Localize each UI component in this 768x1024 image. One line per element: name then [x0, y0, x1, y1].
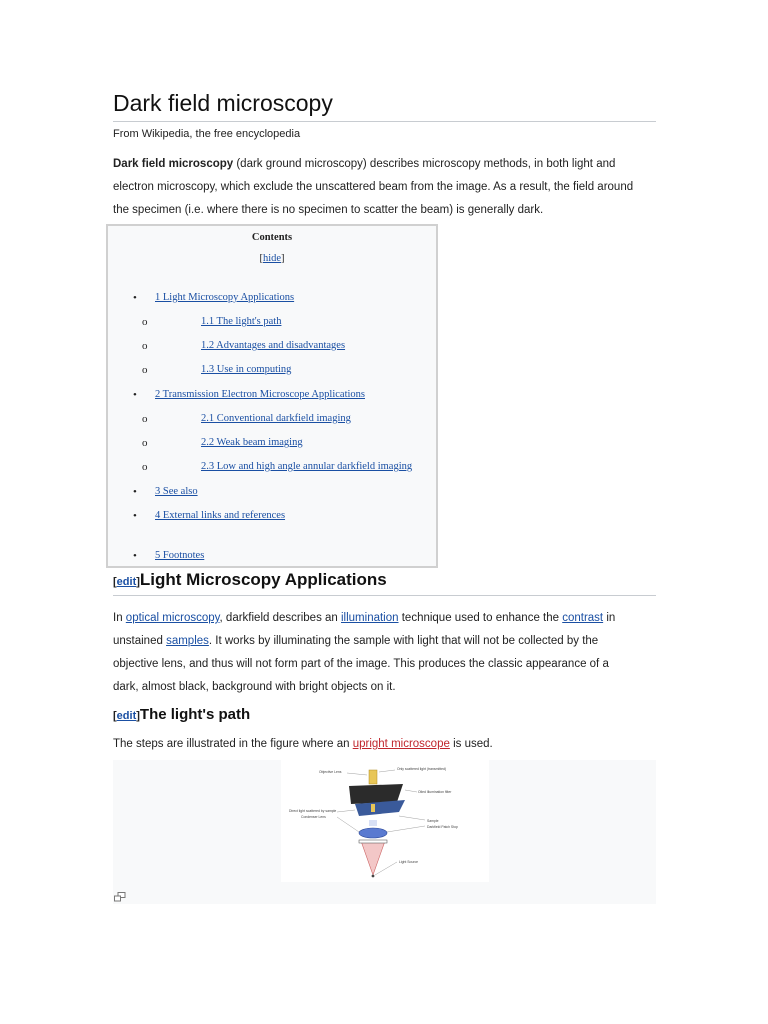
intro-line2: electron microscopy, which exclude the unscattered beam from the image. As a result, the field around [113, 181, 634, 193]
toc-sub-bullet: o [142, 340, 148, 352]
contrast-link[interactable]: contrast [562, 612, 604, 624]
label-scattered-light: Only scattered light (transmitted) [397, 767, 446, 771]
toc-link-2-2[interactable]: 2.2 Weak beam imaging [201, 437, 303, 448]
toc-item [155, 292, 294, 303]
enlarge-icon[interactable] [114, 892, 126, 902]
toc-item [155, 510, 285, 521]
toc-item [201, 413, 351, 424]
toc-bullet: • [133, 486, 137, 498]
intro-line1: (dark ground microscopy) describes microscopy methods, in both light and [233, 158, 616, 170]
toc-item [201, 364, 291, 375]
toc-link-4[interactable]: 4 External links and references [155, 510, 286, 521]
label-patch-stop: Darkfield Patch Stop [427, 825, 458, 829]
section-heading-light-microscopy [113, 570, 656, 596]
toc-link-1-2[interactable]: 1.2 Advantages and disadvantages [201, 340, 346, 351]
intro-paragraph [113, 153, 653, 222]
table-of-contents [106, 224, 438, 568]
toc-link-2-3[interactable]: 2.3 Low and high angle annular darkfield imaging [201, 461, 413, 472]
paragraph-line: objective lens, and thus will not form part of the image. This produces the classic appearance of a [113, 658, 609, 670]
toc-sub-bullet: o [142, 316, 148, 328]
toc-bullet: • [133, 389, 137, 401]
label-objective-lens: Objective Lens [319, 770, 342, 774]
samples-link[interactable]: samples [166, 635, 209, 647]
toc-hide-link[interactable]: hide [262, 253, 282, 264]
section-heading-text: The light's path [139, 706, 251, 723]
paragraph-line: dark, almost black, background with bright objects on it. [113, 681, 396, 693]
intro-bold-term: Dark field microscopy [113, 158, 234, 170]
section-heading-lights-path [113, 706, 656, 723]
condenser-lens-shape [359, 828, 387, 838]
label-oiled-filter: Oiled Illumination filter [418, 790, 452, 794]
label-direct-light: Direct light scattered by sample [289, 809, 337, 813]
page-title: Dark field microscopy [113, 90, 656, 122]
toc-item [201, 437, 303, 448]
lights-path-paragraph: The steps are illustrated in the figure where an upright microscope is used. [113, 738, 493, 750]
intro-line3: the specimen (i.e. where there is no specimen to scatter the beam) is generally dark. [113, 204, 544, 216]
edit-section-link: [edit] [113, 576, 140, 588]
label-sample: Sample [427, 819, 439, 823]
toc-link-2-1[interactable]: 2.1 Conventional darkfield imaging [201, 413, 351, 424]
objective-lens-shape [369, 770, 377, 784]
toc-bullet: • [133, 550, 137, 562]
toc-hide-toggle: [hide] [259, 253, 285, 264]
toc-item [201, 340, 345, 351]
illumination-link[interactable]: illumination [341, 612, 399, 624]
toc-link-1[interactable]: 1 Light Microscopy Applications [155, 292, 295, 303]
toc-item [155, 486, 198, 497]
toc-sub-bullet: o [142, 364, 148, 376]
edit-link[interactable]: edit [116, 576, 137, 588]
light-microscopy-paragraph: In optical microscopy, darkfield describes an illumination technique used to enhance the contrast in unstained samples. It works by illuminating the sample with light that will not be collected by the objective lens, and thus will not form part of the image. This produces the classic appearance of a dark, almost black, background with bright objects on it. [113, 612, 616, 693]
upright-microscope-link[interactable]: upright microscope [352, 738, 450, 750]
figure-box [113, 760, 656, 904]
toc-link-3[interactable]: 3 See also [155, 486, 198, 497]
optical-microscopy-link[interactable]: optical microscopy [125, 612, 220, 624]
toc-sub-bullet: o [142, 437, 148, 449]
toc-sub-bullet: o [142, 413, 148, 425]
edit-link[interactable]: edit [116, 710, 137, 722]
toc-link-1-3[interactable]: 1.3 Use in computing [201, 364, 292, 375]
toc-title: Contents [251, 232, 293, 243]
toc-sub-bullet: o [142, 461, 148, 473]
toc-bullet: • [133, 510, 137, 522]
toc-link-2[interactable]: 2 Transmission Electron Microscope Applications [155, 389, 365, 400]
toc-link-1-1[interactable]: 1.1 The light's path [201, 316, 282, 327]
toc-item [155, 550, 204, 561]
label-light-source: Light Source [399, 860, 419, 864]
site-subtitle: From Wikipedia, the free encyclopedia [113, 128, 301, 140]
section-heading-text: Light Microscopy Applications [139, 570, 387, 589]
darkfield-diagram[interactable] [281, 760, 489, 882]
toc-item [201, 461, 412, 472]
toc-item [155, 389, 365, 400]
toc-bullet: • [133, 292, 137, 304]
toc-item [201, 316, 281, 327]
toc-link-5[interactable]: 5 Footnotes [155, 550, 205, 561]
edit-section-link: [edit] [113, 710, 140, 722]
label-condenser: Condenser Lens [301, 815, 326, 819]
